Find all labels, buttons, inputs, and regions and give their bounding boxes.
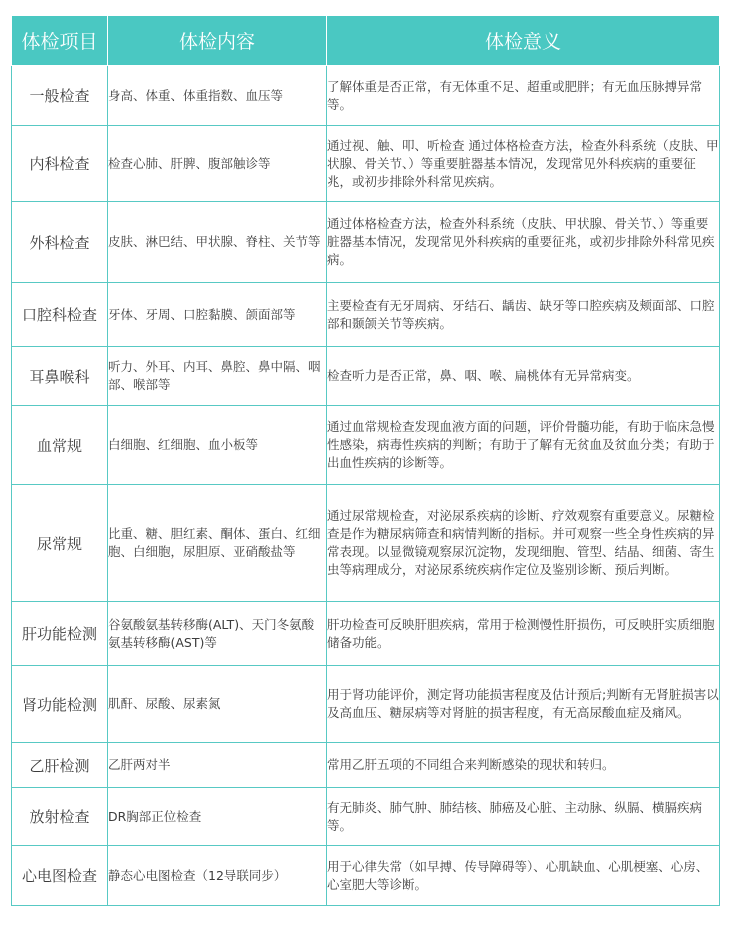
header-item: 体检项目	[12, 16, 108, 66]
exam-item-cell: 乙肝检测	[12, 743, 108, 788]
exam-content-cell: 乙肝两对半	[108, 743, 327, 788]
exam-item-cell: 血常规	[12, 406, 108, 485]
exam-content-cell: 牙体、牙周、口腔黏膜、颌面部等	[108, 283, 327, 347]
exam-item-cell: 尿常规	[12, 485, 108, 602]
exam-meaning-cell: 主要检查有无牙周病、牙结石、龋齿、缺牙等口腔疾病及颊面部、口腔部和颞颌关节等疾病。	[327, 283, 720, 347]
table-row	[12, 283, 720, 347]
table-row	[12, 126, 720, 202]
exam-item-cell: 一般检查	[12, 66, 108, 126]
table-row	[12, 406, 720, 485]
exam-content-cell: 静态心电图检查（12导联同步）	[108, 846, 327, 906]
table-row	[12, 602, 720, 666]
exam-item-cell: 耳鼻喉科	[12, 347, 108, 406]
exam-item-cell: 内科检查	[12, 126, 108, 202]
exam-content-cell: 白细胞、红细胞、血小板等	[108, 406, 327, 485]
table-row	[12, 666, 720, 743]
exam-meaning-cell: 通过体格检查方法，检查外科系统（皮肤、甲状腺、骨关节、）等重要脏器基本情况，发现常见外科疾病的重要征兆，或初步排除外科常见疾病。	[327, 202, 720, 283]
exam-meaning-cell: 用于心律失常（如早搏、传导障碍等）、心肌缺血、心肌梗塞、心房、心室肥大等诊断。	[327, 846, 720, 906]
exam-content-cell: 身高、体重、体重指数、血压等	[108, 66, 327, 126]
exam-content-cell: 皮肤、淋巴结、甲状腺、脊柱、关节等	[108, 202, 327, 283]
exam-meaning-cell: 肝功检查可反映肝胆疾病，常用于检测慢性肝损伤，可反映肝实质细胞储备功能。	[327, 602, 720, 666]
header-meaning: 体检意义	[327, 16, 720, 66]
table-row	[12, 846, 720, 906]
exam-content-cell: DR胸部正位检查	[108, 788, 327, 846]
exam-content-cell: 肌酐、尿酸、尿素氮	[108, 666, 327, 743]
exam-meaning-cell: 通过尿常规检查，对泌尿系疾病的诊断、疗效观察有重要意义。尿糖检查是作为糖尿病筛查和病情判断的指标。并可观察一些全身性疾病的异常表现。以显微镜观察尿沉淀物，发现细胞、管型、结晶、细菌、寄生虫等病理成分，对泌尿系统疾病作定位及鉴别诊断、预后判断。	[327, 485, 720, 602]
physical-exam-table	[11, 15, 720, 906]
exam-meaning-cell: 检查听力是否正常，鼻、咽、喉、扁桃体有无异常病变。	[327, 347, 720, 406]
exam-content-cell: 比重、糖、胆红素、酮体、蛋白、红细胞、白细胞，尿胆原、亚硝酸盐等	[108, 485, 327, 602]
table-row	[12, 66, 720, 126]
table-header-row	[12, 16, 720, 66]
exam-content-cell: 听力、外耳、内耳、鼻腔、鼻中隔、咽部、喉部等	[108, 347, 327, 406]
exam-meaning-cell: 通过视、触、叩、听检查 通过体格检查方法，检查外科系统（皮肤、甲状腺、骨关节、）等重要脏器基本情况，发现常见外科疾病的重要征兆，或初步排除外科常见疾病。	[327, 126, 720, 202]
table-row	[12, 202, 720, 283]
header-content: 体检内容	[108, 16, 327, 66]
table-row	[12, 485, 720, 602]
exam-item-cell: 口腔科检查	[12, 283, 108, 347]
exam-item-cell: 放射检查	[12, 788, 108, 846]
exam-content-cell: 检查心肺、肝脾、腹部触诊等	[108, 126, 327, 202]
table-row	[12, 788, 720, 846]
exam-meaning-cell: 有无肺炎、肺气肿、肺结核、肺癌及心脏、主动脉、纵膈、横膈疾病等。	[327, 788, 720, 846]
table-row	[12, 347, 720, 406]
exam-content-cell: 谷氨酸氨基转移酶(ALT)、天门冬氨酸氨基转移酶(AST)等	[108, 602, 327, 666]
exam-item-cell: 肝功能检测	[12, 602, 108, 666]
exam-meaning-cell: 用于肾功能评价，测定肾功能损害程度及估计预后;判断有无肾脏损害以及高血压、糖尿病等对肾脏的损害程度，有无高尿酸血症及痛风。	[327, 666, 720, 743]
exam-item-cell: 心电图检查	[12, 846, 108, 906]
table-row	[12, 743, 720, 788]
exam-item-cell: 肾功能检测	[12, 666, 108, 743]
exam-meaning-cell: 了解体重是否正常，有无体重不足、超重或肥胖；有无血压脉搏异常等。	[327, 66, 720, 126]
exam-item-cell: 外科检查	[12, 202, 108, 283]
exam-meaning-cell: 通过血常规检查发现血液方面的问题，评价骨髓功能，有助于临床急慢性感染，病毒性疾病的判断；有助于了解有无贫血及贫血分类；有助于出血性疾病的诊断等。	[327, 406, 720, 485]
exam-meaning-cell: 常用乙肝五项的不同组合来判断感染的现状和转归。	[327, 743, 720, 788]
